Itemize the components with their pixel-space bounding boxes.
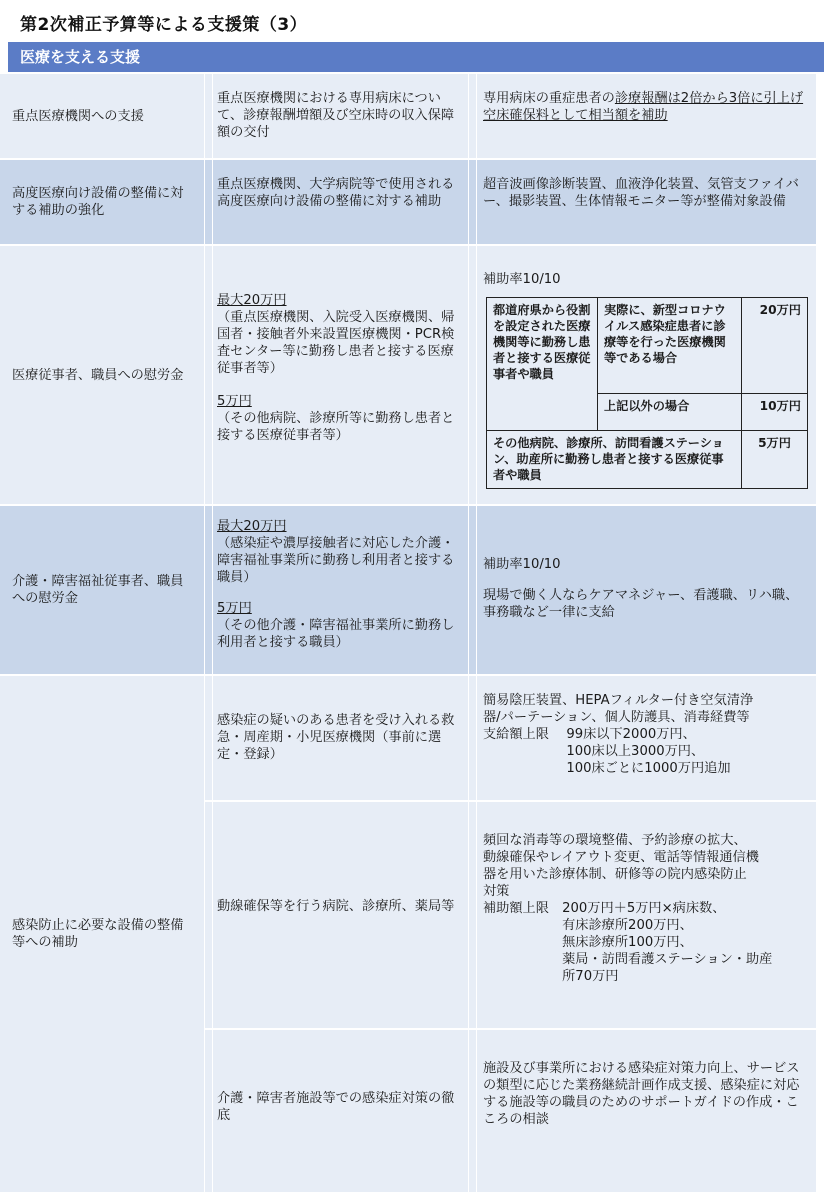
table-row [0,74,816,158]
row-measure [205,506,468,674]
detail-line: 簡易陰圧装置、HEPAフィルター付き空気清浄 [483,693,754,708]
amount-max: 最大20万円 [217,519,287,534]
sub-row [0,1030,816,1192]
allowance-value-cell: 5万円 [741,430,807,488]
detail-line: 100床以上3000万円、 [483,744,705,759]
divider [476,74,477,1192]
row-measure: 感染症の疑いのある患者を受け入れる救急・周産期・小児医療機関（事前に選定・登録） [205,676,468,800]
allowance-other-cell: その他病院、診療所、訪問看護ステーション、助産所に勤務し患者と接する医療従事者や職員 [487,430,741,488]
row-detail [469,506,816,674]
row-detail [469,676,816,800]
detail-line: 所70万円 [483,969,619,984]
detail-line: 頻回な消毒等の環境整備、予約診療の拡大、 [483,833,747,848]
row-label: 医療従事者、職員への慰労金 [0,246,204,504]
allowance-table [486,297,808,489]
allowance-value-cell: 10万円 [741,393,807,430]
row-label: 重点医療機関への支援 [0,74,204,158]
detail-line: 100床ごとに1000万円追加 [483,761,731,776]
row-detail: 専用病床の重症患者の診療報酬は2倍から3倍に引上げ 空床確保料として相当額を補助 [469,74,816,158]
amount-max-desc: （感染症や濃厚接触者に対応した介護・障害福祉事業所に勤務し利用者と接する職員） [217,536,455,585]
detail-line: 有床診療所200万円、 [483,918,693,933]
detail-text: 現場で働く人ならケアマネジャー、看護職、リハ職、事務職など一律に支給 [483,588,799,620]
detail-line: 対策 [483,884,510,899]
row-label: 高度医療向け設備の整備に対する補助の強化 [0,160,204,244]
table-row [0,160,816,244]
row-detail [469,802,816,1028]
sub-row [0,676,816,800]
table-row [0,506,816,674]
allowance-value-cell: 20万円 [741,298,807,393]
amount-max-desc: （重点医療機関、入院受入医療機関、帰国者・接触者外来設置医療機関・PCR検査センター等に勤務し患者と接する医療従事者等） [217,310,455,376]
detail-line: 薬局・訪問看護ステーション・助産 [483,952,773,967]
row-measure: 重点医療機関、大学病院等で使用される高度医療向け設備の整備に対する補助 [205,160,468,244]
section-header: 医療を支える支援 [8,42,824,72]
amount-min-desc: （その他病院、診療所等に勤務し患者と接する医療従事者等） [217,411,455,443]
detail-line: 器/パーテーション、個人防護具、消毒経費等 [483,710,750,725]
amount-max: 最大20万円 [217,293,287,308]
detail-line: 動線確保やレイアウト変更、電話等情報通信機 [483,850,759,865]
page-title: 第2次補正予算等による支援策（3） [20,15,308,35]
amount-min-desc: （その他介護・障害福祉事業所に勤務し利用者と接する職員） [217,618,455,650]
allowance-condition-cell: 上記以外の場合 [597,393,741,430]
row-detail: 施設及び事業所における感染症対策力向上、サービスの類型に応じた業務継続計画作成支援、感染症に対応する施設等の職員のためのサポートガイドの作成・こころの相談 [469,1030,816,1192]
row-detail: 超音波画像診断装置、血液浄化装置、気管支ファイバー、撮影装置、生体情報モニター等が整備対象設備 [469,160,816,244]
row-measure: 介護・障害者施設等での感染症対策の徹底 [205,1030,468,1192]
amount-min: 5万円 [217,394,252,409]
subsidy-rate: 補助率10/10 [483,272,561,287]
allowance-condition-cell: 実際に、新型コロナウイルス感染症患者に診療等を行った医療機関等である場合 [597,298,741,393]
detail-line: 補助額上限 200万円＋5万円×病床数、 [483,901,726,916]
row-label: 感染防止に必要な設備の整備等への補助 [0,676,204,1192]
row-measure [205,246,468,504]
subsidy-rate: 補助率10/10 [483,557,561,572]
allowance-target-cell: 都道府県から役割を設定された医療機関等に勤務し患者と接する医療従事者や職員 [493,303,591,381]
detail-line: 無床診療所100万円、 [483,935,693,950]
sub-row [0,802,816,1028]
amount-min: 5万円 [217,601,252,616]
detail-line: 器を用いた診療体制、研修等の院内感染防止 [483,867,747,882]
row-measure: 動線確保等を行う病院、診療所、薬局等 [205,802,468,1028]
row-measure: 重点医療機関における専用病床について、診療報酬増額及び空床時の収入保障額の交付 [205,74,468,158]
detail-line: 支給額上限 99床以下2000万円、 [483,727,696,742]
divider [212,74,213,1192]
row-label: 介護・障害福祉従事者、職員への慰労金 [0,506,204,674]
